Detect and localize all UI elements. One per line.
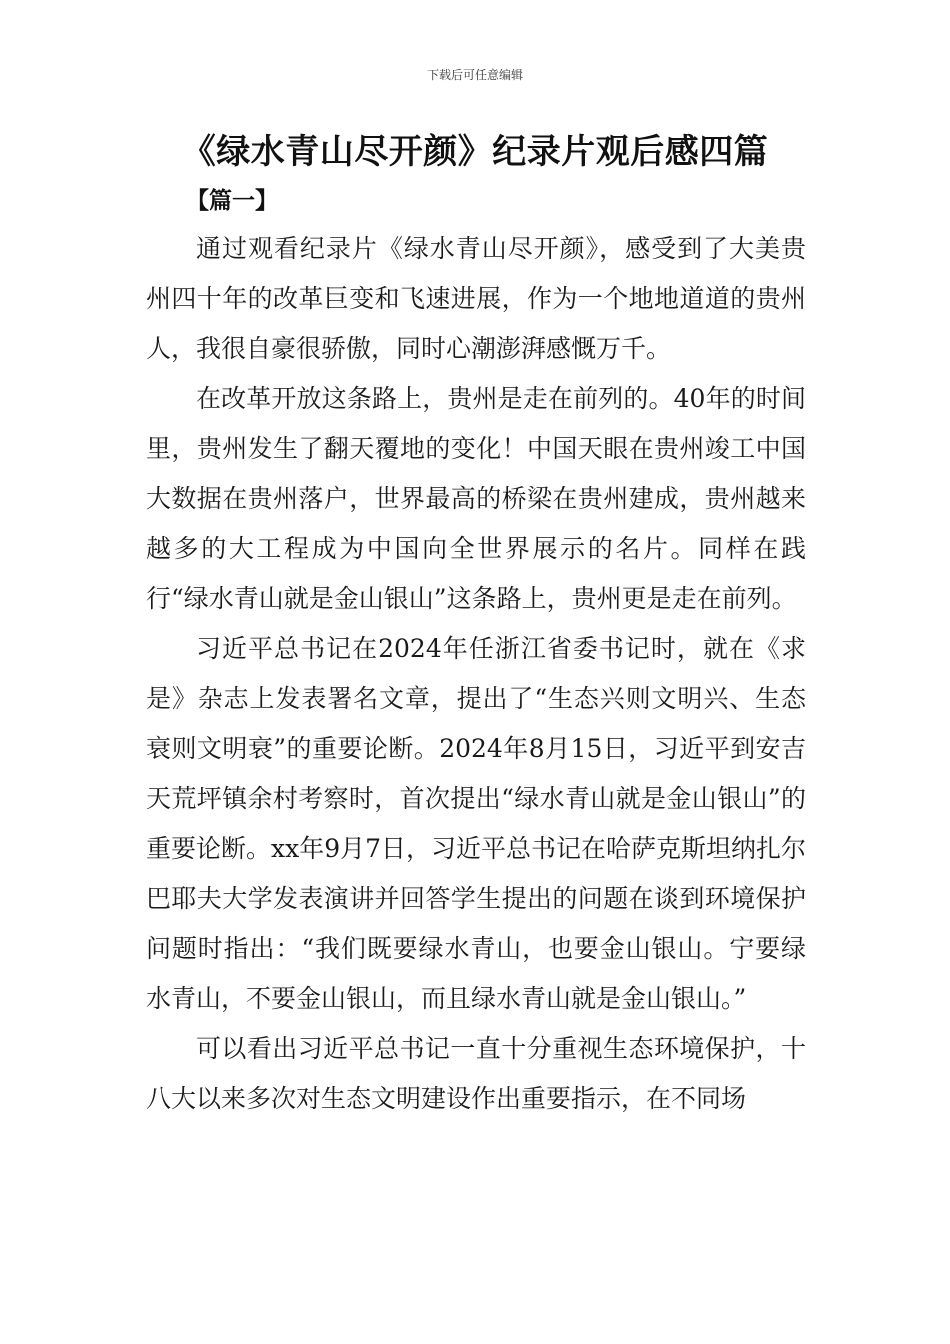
page-header-note: 下载后可任意编辑 bbox=[426, 68, 523, 82]
section-label: 【篇一】 bbox=[186, 188, 278, 214]
paragraph-2: 在改革开放这条路上，贵州是走在前列的。40年的时间里，贵州发生了翻天覆地的变化！中国天眼在贵州竣工中国大数据在贵州落户，世界最高的桥梁在贵州建成，贵州越来越多的大工程成为中国向全世界展示的名片。同样在践行“绿水青山就是金山银山”这条路上，贵州更是走在前列。 bbox=[146, 384, 806, 613]
document-body bbox=[146, 224, 806, 1124]
paragraph-3: 习近平总书记在2024年任浙江省委书记时，就在《求是》杂志上发表署名文章，提出了“生态兴则文明兴、生态衰则文明衰”的重要论断。2024年8月15日，习近平到安吉天荒坪镇余村考察时，首次提出“绿水青山就是金山银山”的重要论断。xx年9月7日，习近平总书记在哈萨克斯坦纳扎尔巴耶夫大学发表演讲并回答学生提出的问题在谈到环境保护问题时指出：“我们既要绿水青山，也要金山银山。宁要绿水青山，不要金山银山，而且绿水青山就是金山银山。” bbox=[146, 634, 807, 1013]
paragraph-1: 通过观看纪录片《绿水青山尽开颜》，感受到了大美贵州四十年的改革巨变和飞速进展，作为一个地地道道的贵州人，我很自豪很骄傲，同时心潮澎湃感慨万千。 bbox=[146, 234, 806, 363]
document-title: 《绿水青山尽开颜》纪录片观后感四篇 bbox=[181, 132, 769, 172]
paragraph-4: 可以看出习近平总书记一直十分重视生态环境保护，十八大以来多次对生态文明建设作出重要指示，在不同场 bbox=[146, 1034, 806, 1113]
